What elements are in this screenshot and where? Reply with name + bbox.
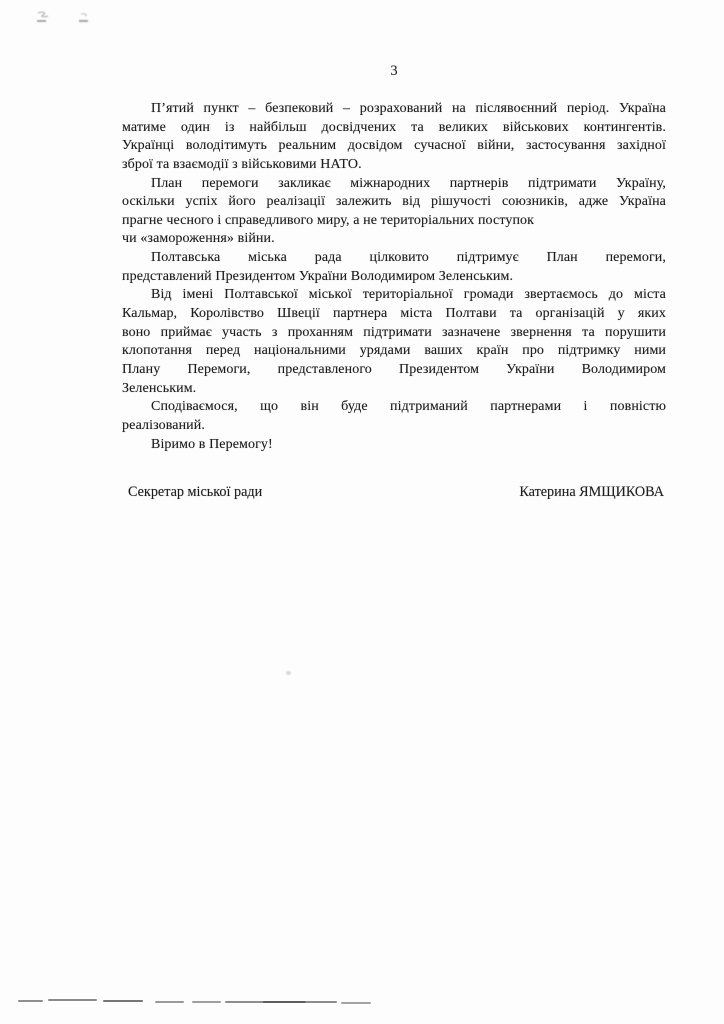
pencil-scribble-mark: [77, 12, 93, 24]
text-line: Плану Перемоги, представленого Президентом України Володимиром: [122, 361, 666, 377]
dash-segment: [225, 1001, 265, 1003]
text-line: Кальмар, Королівство Швеції партнера міста Полтави та організацій у яких: [122, 306, 666, 322]
scan-artifact-dashed-line: [0, 998, 724, 1004]
dash-segment: [192, 1001, 221, 1003]
text-line: Полтавська міська рада цілковито підтримує План перемоги,: [151, 250, 666, 266]
text-line: Віримо в Перемогу!: [151, 436, 273, 452]
signature-title: Секретар міської ради: [128, 484, 263, 500]
text-line: чи «замороження» війни.: [122, 231, 275, 247]
text-line: оскільки успіх його реалізації залежить від рішучості союзників, адже Україна: [122, 194, 666, 210]
dash-segment: [103, 1000, 143, 1002]
dash-segment: [155, 1001, 184, 1003]
text-line: воно приймає участь з проханням підтримати зазначене звернення та порушити: [122, 324, 666, 340]
pencil-scribble-mark: [34, 10, 56, 26]
text-line: Зеленським.: [122, 380, 197, 396]
text-line: План перемоги закликає міжнародних партнерів підтримати Україну,: [151, 175, 666, 191]
text-line: Сподіваємося, що він буде підтриманий партнерами і повністю: [151, 399, 666, 415]
signature-row: [122, 484, 666, 501]
dash-segment: [305, 1001, 337, 1003]
document-body: [122, 100, 666, 454]
text-line: Від імені Полтавської міської територіальної громади звертаємось до міста: [151, 287, 666, 303]
page-number: 3: [390, 63, 398, 79]
text-line: реалізований.: [122, 417, 205, 433]
stray-ink-dot: [286, 671, 291, 675]
text-line: клопотання перед національними урядами ваших країн про підтримку ними: [122, 343, 666, 359]
signature-name: Катерина ЯМЩИКОВА: [519, 484, 664, 500]
text-line: матиме один із найбільш досвідчених та великих військових контингентів.: [122, 119, 666, 135]
text-line: прагне чесного і справедливого миру, а не територіальних поступок: [122, 212, 535, 228]
dash-segment: [341, 1002, 371, 1004]
text-line: представлений Президентом України Володимиром Зеленським.: [122, 268, 514, 284]
dash-segment: [263, 1001, 308, 1003]
dash-segment: [48, 999, 97, 1001]
text-line: П’ятий пункт – безпековий – розрахований на післявоєнний період. Україна: [151, 101, 666, 116]
dash-segment: [18, 1000, 43, 1002]
text-line: Українці володітимуть реальним досвідом сучасної війни, застосування західної: [122, 138, 666, 154]
text-line: зброї та взаємодії з військовими НАТО.: [122, 156, 362, 172]
